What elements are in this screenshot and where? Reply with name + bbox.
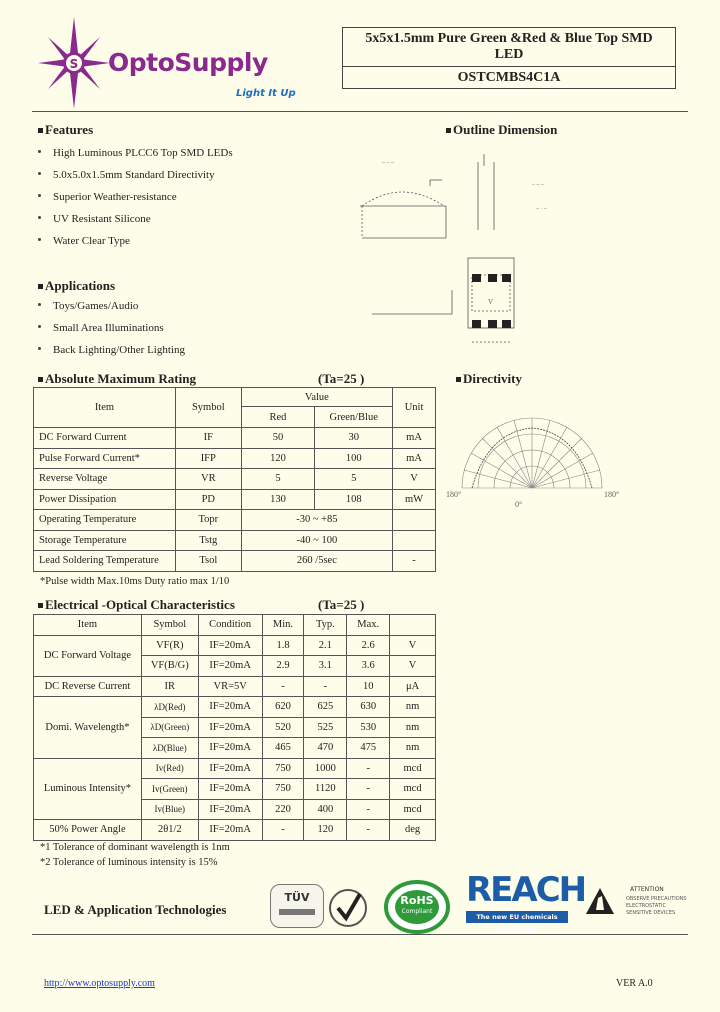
eoc-heading: Electrical -Optical Characteristics bbox=[38, 597, 235, 613]
table-row: Luminous Intensity* Iv(Red) IF=20mA 750 1000 - mcd bbox=[34, 758, 436, 779]
feature-item: UV Resistant Silicone bbox=[38, 213, 151, 225]
eoc-note-2: *2 Tolerance of luminous intensity is 15% bbox=[40, 857, 218, 868]
reach-sub: The new EU chemicals legislation bbox=[466, 911, 568, 923]
application-item: Back Lighting/Other Lighting bbox=[38, 344, 185, 356]
footer-rule bbox=[32, 934, 688, 935]
table-row: 50% Power Angle 2θ1/2 IF=20mA - 120 - deg bbox=[34, 820, 436, 841]
footer-title: LED & Application Technologies bbox=[44, 902, 227, 917]
table-row: Iv(Green) IF=20mA 750 1120 - mcd bbox=[34, 779, 436, 800]
header-rule bbox=[32, 111, 688, 112]
reach-text: REACH bbox=[466, 870, 586, 910]
table-row: DC Forward Current IF 50 30 mA bbox=[34, 428, 436, 449]
amr-header-symbol: Symbol bbox=[175, 388, 241, 428]
directivity-bottom-label: 0° bbox=[515, 500, 523, 509]
features-heading: Features bbox=[38, 122, 93, 138]
eoc-ta: (Ta=25 ) bbox=[318, 597, 365, 612]
rohs-badge bbox=[384, 880, 450, 934]
amr-note: *Pulse width Max.10ms Duty ratio max 1/10 bbox=[40, 576, 230, 587]
checkmark-badge-icon bbox=[328, 884, 368, 930]
table-row: λD(Green) IF=20mA 520 525 530 nm bbox=[34, 717, 436, 738]
table-row: Storage Temperature Tstg -40 ~ 100 bbox=[34, 530, 436, 551]
eoc-note-1: *1 Tolerance of dominant wavelength is 1nm bbox=[40, 842, 230, 853]
svg-text:– · –: – · – bbox=[536, 206, 547, 212]
title-divider bbox=[343, 66, 675, 67]
svg-text:– – –: – – – bbox=[382, 160, 394, 166]
table-row: Power Dissipation PD 130 108 mW bbox=[34, 489, 436, 510]
rohs-text: RoHS bbox=[400, 894, 434, 907]
esd-attention-title: ATTENTION bbox=[630, 886, 664, 893]
esd-line: ELECTROSTATIC bbox=[626, 903, 666, 909]
directivity-heading: Directivity bbox=[456, 371, 522, 387]
amr-header-greenblue: Green/Blue bbox=[315, 407, 393, 428]
table-row: Pulse Forward Current* IFP 120 100 mA bbox=[34, 448, 436, 469]
table-row: Operating Temperature Topr -30 ~ +85 bbox=[34, 510, 436, 531]
amr-ta: (Ta=25 ) bbox=[318, 371, 365, 386]
product-title-2: LED bbox=[494, 47, 524, 62]
application-item: Small Area Illuminations bbox=[38, 322, 164, 334]
amr-header-value: Value bbox=[241, 388, 392, 407]
tuv-badge bbox=[270, 884, 324, 928]
amr-header-unit: Unit bbox=[393, 388, 436, 428]
part-number: OSTCMBS4C1A bbox=[457, 70, 561, 85]
applications-heading: Applications bbox=[38, 278, 115, 294]
table-row: Reverse Voltage VR 5 5 V bbox=[34, 469, 436, 490]
eoc-table bbox=[33, 614, 436, 841]
rohs-ring-icon bbox=[384, 880, 450, 934]
amr-heading: Absolute Maximum Rating bbox=[38, 371, 196, 387]
table-row: DC Reverse Current IR VR=5V - - 10 μA bbox=[34, 676, 436, 697]
feature-item: High Luminous PLCC6 Top SMD LEDs bbox=[38, 147, 233, 159]
outline-drawing bbox=[352, 150, 592, 350]
feature-item: Water Clear Type bbox=[38, 235, 130, 247]
logo-star-icon bbox=[38, 17, 110, 109]
esd-line: OBSERVE PRECAUTIONS bbox=[626, 896, 687, 902]
eoc-header-row: Item Symbol Condition Min. Typ. Max. bbox=[34, 615, 436, 636]
table-row: Iv(Blue) IF=20mA 220 400 - mcd bbox=[34, 799, 436, 820]
title-box bbox=[342, 27, 676, 89]
directivity-left-label: 180° bbox=[446, 490, 462, 499]
directivity-right-label: 180° bbox=[604, 490, 620, 499]
feature-item: Superior Weather-resistance bbox=[38, 191, 177, 203]
product-title: 5x5x1.5mm Pure Green &Red & Blue Top SMD bbox=[365, 31, 653, 46]
version-label: VER A.0 bbox=[616, 978, 653, 989]
outline-heading: Outline Dimension bbox=[446, 122, 557, 138]
table-row: VF(B/G) IF=20mA 2.9 3.1 3.6 V bbox=[34, 656, 436, 677]
brand-tagline: Light It Up bbox=[236, 88, 296, 99]
website-link[interactable]: http://www.optosupply.com bbox=[44, 978, 155, 989]
brand-name: OptoSupply bbox=[108, 48, 268, 77]
rohs-sub: Compliant bbox=[401, 908, 433, 915]
svg-text:S: S bbox=[69, 57, 79, 71]
esd-line: SENSITIVE DEVICES bbox=[626, 910, 676, 916]
amr-header-item: Item bbox=[34, 388, 176, 428]
feature-item: 5.0x5.0x1.5mm Standard Directivity bbox=[38, 169, 215, 181]
table-row: Lead Soldering Temperature Tsol 260 /5sec - bbox=[34, 551, 436, 572]
reach-badge bbox=[466, 870, 586, 933]
table-row: Domi. Wavelength* λD(Red) IF=20mA 620 625 630 nm bbox=[34, 697, 436, 718]
table-row: DC Forward Voltage VF(R) IF=20mA 1.8 2.1 2.6 V bbox=[34, 635, 436, 656]
svg-text:V: V bbox=[488, 298, 494, 306]
amr-table bbox=[33, 387, 436, 572]
application-item: Toys/Games/Audio bbox=[38, 300, 138, 312]
tuv-text: TÜV bbox=[284, 891, 310, 904]
amr-header-red: Red bbox=[241, 407, 315, 428]
directivity-chart bbox=[448, 400, 616, 510]
table-row: λD(Blue) IF=20mA 465 470 475 nm bbox=[34, 738, 436, 759]
svg-text:– – –: – – – bbox=[532, 182, 544, 188]
esd-warning-icon bbox=[584, 886, 616, 916]
tuv-bar-icon bbox=[279, 909, 315, 915]
